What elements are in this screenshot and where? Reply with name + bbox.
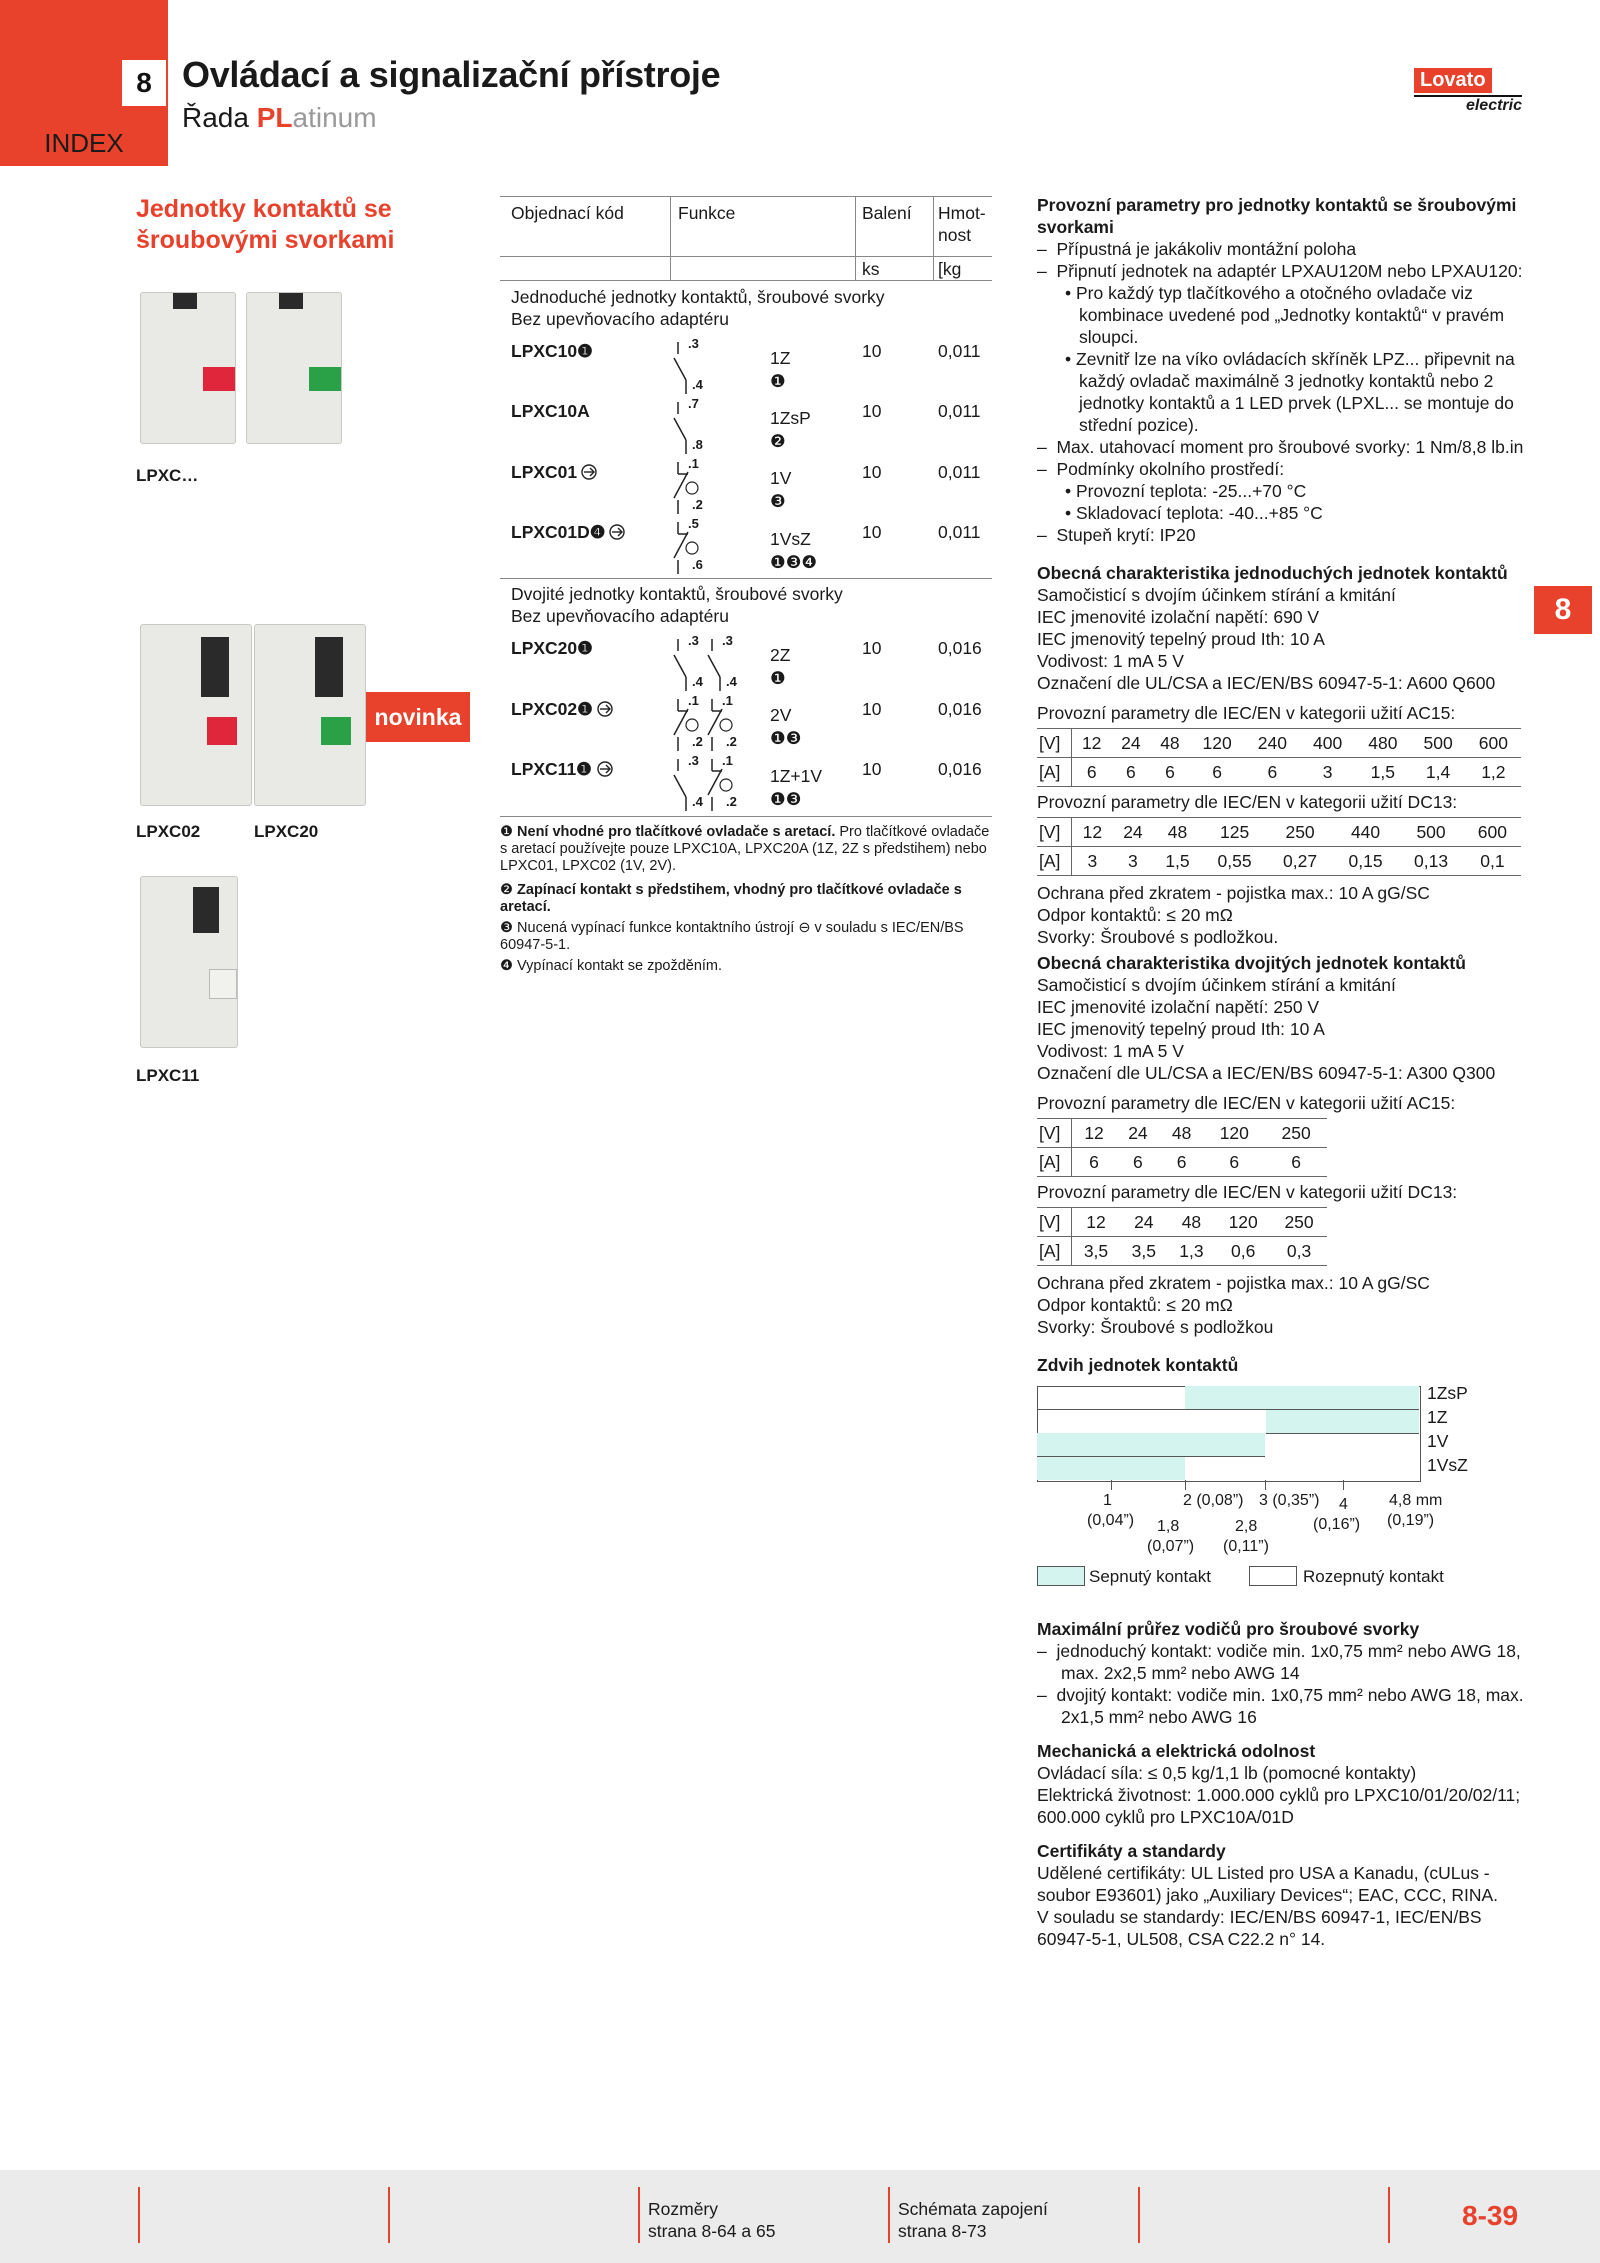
cell: 120 xyxy=(1215,1208,1271,1237)
row-function: 1V xyxy=(770,468,792,488)
stroke-diagram xyxy=(1037,1376,1527,1598)
cell: 6 xyxy=(1203,1148,1265,1177)
row-pack: 10 xyxy=(862,638,882,658)
subtitle-prefix: Řada xyxy=(182,102,257,133)
dc13-title: Provozní parametry dle IEC/EN v kategorii užití DC13: xyxy=(1037,792,1458,812)
cell: 0,55 xyxy=(1202,847,1267,876)
row-function: 1Z+1V xyxy=(770,766,823,786)
table-rule xyxy=(500,280,992,281)
op-param-text: Max. utahovací moment pro šroubové svorky: 1 Nm/8,8 lb.in xyxy=(1056,437,1524,457)
cell: 0,6 xyxy=(1215,1237,1271,1266)
footer-link-page: strana 8-73 xyxy=(898,2221,987,2241)
label-lpxc02: LPXC02 xyxy=(136,822,201,841)
table-row xyxy=(1037,847,1521,876)
table-row xyxy=(1037,1148,1327,1177)
tick xyxy=(1265,1480,1266,1490)
row-function: 2V xyxy=(770,705,792,725)
footnote-bold: Není vhodné pro tlačítkové ovladače s aretací. xyxy=(517,824,836,840)
spec-line: Svorky: Šroubové s podložkou xyxy=(1037,1317,1274,1337)
stroke-row-label: 1VsZ xyxy=(1427,1455,1468,1475)
cell: 500 xyxy=(1398,818,1463,847)
op-param-item: – Připnutí jednotek na adaptér LPXAU120M nebo LPXAU120: xyxy=(1037,261,1523,281)
row-function: 1ZsP xyxy=(770,408,811,428)
cell: 250 xyxy=(1265,1119,1327,1148)
cell: 12 xyxy=(1072,729,1112,758)
terminal-label: .2 xyxy=(726,734,737,749)
table-rule xyxy=(500,256,992,257)
product-photo-lpxc-red xyxy=(140,292,236,444)
stroke-bar-1vsz xyxy=(1037,1457,1185,1480)
unit-pack: ks xyxy=(862,259,880,279)
wire-title: Maximální průřez vodičů pro šroubové svorky xyxy=(1037,1619,1420,1639)
terminal-label: .6 xyxy=(692,557,703,572)
col-header-function: Funkce xyxy=(678,203,736,223)
footer-link-title: Rozměry xyxy=(648,2199,719,2219)
terminal-label: .7 xyxy=(688,396,699,411)
spec-line: IEC jmenovitý tepelný proud Ith: 10 A xyxy=(1037,629,1325,649)
spec-line: Samočisticí s dvojím účinkem stírání a kmitání xyxy=(1037,975,1396,995)
table-rule xyxy=(933,196,934,280)
page-subtitle xyxy=(182,102,377,134)
cell: 12 xyxy=(1072,1119,1117,1148)
op-param-item: – Stupeň krytí: IP20 xyxy=(1037,525,1196,545)
col-header-code: Objednací kód xyxy=(511,203,624,223)
footnote-text: Vypínací kontakt se zpožděním. xyxy=(517,958,723,974)
tick-label: 2 (0,08”) xyxy=(1183,1492,1244,1509)
spec-line: Vodivost: 1 mA 5 V xyxy=(1037,651,1184,671)
footer-divider xyxy=(1138,2187,1140,2243)
wire-item: – jednoduchý kontakt: vodiče min. 1x0,75 mm² nebo AWG 18, max. 2x2,5 mm² nebo AWG 14 xyxy=(1037,1641,1521,1683)
double-title: Obecná charakteristika dvojitých jednotek kontaktů xyxy=(1037,953,1466,973)
row-code: LPXC10❶ xyxy=(511,341,593,361)
positive-opening-icon xyxy=(596,760,614,778)
cell: 600 xyxy=(1466,729,1521,758)
cell: 0,3 xyxy=(1271,1237,1327,1266)
mech-title: Mechanická a elektrická odolnost xyxy=(1037,1741,1316,1761)
spec-line: V souladu se standardy: IEC/EN/BS 60947-1, IEC/EN/BS 60947-5-1, UL508, CSA C22.2 n° 14. xyxy=(1037,1907,1482,1949)
row-weight: 0,011 xyxy=(938,522,981,542)
stroke-bar-1v xyxy=(1037,1433,1265,1457)
tick-label: 3 (0,35”) xyxy=(1259,1492,1320,1509)
footer-link-page: strana 8-64 a 65 xyxy=(648,2221,776,2241)
row-weight: 0,011 xyxy=(938,341,981,361)
spec-line: Ochrana před zkratem - pojistka max.: 10 A gG/SC xyxy=(1037,1273,1430,1293)
ac15-title: Provozní parametry dle IEC/EN v kategorii užití AC15: xyxy=(1037,1093,1456,1113)
op-param-text: Přípustná je jakákoliv montážní poloha xyxy=(1056,239,1357,259)
op-param-text: Zevnitř lze na víko ovládacích skříněk LPZ... připevnit na každý ovladač maximálně 3 jednotky kontaktů nebo 2 jednotky kontaktů a 1 LED prvek (LPXL... se montuje do střední pozice). xyxy=(1076,349,1515,435)
cell: 250 xyxy=(1267,818,1332,847)
cell: 1,5 xyxy=(1153,847,1202,876)
cell: [A] xyxy=(1037,1237,1072,1266)
cell: 1,3 xyxy=(1168,1237,1216,1266)
cell: 125 xyxy=(1202,818,1267,847)
cell: [V] xyxy=(1037,818,1072,847)
row-pack: 10 xyxy=(862,759,882,779)
row-function: 2Z xyxy=(770,645,791,665)
op-param-text: Provozní teplota: -25...+70 °C xyxy=(1076,481,1307,501)
spec-line: Udělené certifikáty: UL Listed pro USA a Kanadu, (cULus - soubor E93601) jako „Auxiliary Devices“; EAC, CCC, RINA. xyxy=(1037,1863,1498,1905)
stroke-row-label: 1V xyxy=(1427,1431,1449,1451)
op-param-text: Podmínky okolního prostředí: xyxy=(1056,459,1285,479)
row-function: 1VsZ xyxy=(770,529,811,549)
legend-open-label: Rozepnutý kontakt xyxy=(1303,1567,1444,1586)
table-row xyxy=(1037,1237,1327,1266)
row-pack: 10 xyxy=(862,341,882,361)
product-photo-lpxc-green xyxy=(246,292,342,444)
row-code: LPXC10A xyxy=(511,401,590,421)
terminal-label: .3 xyxy=(688,336,699,351)
op-param-text: Skladovací teplota: -40...+85 °C xyxy=(1076,503,1323,523)
double-dc13-table xyxy=(1037,1207,1327,1266)
terminal-label: .4 xyxy=(692,674,703,689)
terminal-label: .2 xyxy=(692,734,703,749)
stroke-row-label: 1Z xyxy=(1427,1407,1448,1427)
footer-divider xyxy=(388,2187,390,2243)
dc13-title: Provozní parametry dle IEC/EN v kategorii užití DC13: xyxy=(1037,1182,1458,1202)
row-weight: 0,016 xyxy=(938,638,982,658)
cell: 600 xyxy=(1464,818,1521,847)
subtitle-pl: PL xyxy=(256,102,293,133)
row-notes: ❷ xyxy=(770,431,786,451)
page-footer xyxy=(0,2170,1600,2263)
stroke-row-label: 1ZsP xyxy=(1427,1383,1468,1403)
group-subtitle: Bez upevňovacího adaptéru xyxy=(511,606,729,626)
op-param-item: – Podmínky okolního prostředí: xyxy=(1037,459,1285,479)
cell: 6 xyxy=(1189,758,1244,787)
col-header-weight-1: Hmot- xyxy=(938,203,986,223)
terminal-label: .1 xyxy=(688,693,699,708)
spec-line: Svorky: Šroubové s podložkou. xyxy=(1037,927,1279,947)
positive-opening-icon xyxy=(596,700,614,718)
spec-line: Samočisticí s dvojím účinkem stírání a kmitání xyxy=(1037,585,1396,605)
row-pack: 10 xyxy=(862,401,882,421)
cell: 1,4 xyxy=(1410,758,1465,787)
op-param-item: – Max. utahovací moment pro šroubové svorky: 1 Nm/8,8 lb.in xyxy=(1037,437,1524,457)
cell: [V] xyxy=(1037,729,1072,758)
terminal-label: .3 xyxy=(688,753,699,768)
terminal-label: .4 xyxy=(726,674,737,689)
row-notes: ❶❸❹ xyxy=(770,552,818,572)
spec-column xyxy=(1037,194,1527,1950)
op-param-bullet: • Zevnitř lze na víko ovládacích skříněk LPZ... připevnit na každý ovladač maximálně 3 jednotky kontaktů nebo 2 jednotky kontaktů a 1 LED prvek (LPXL... se montuje do střední pozice). xyxy=(1065,349,1515,435)
double-ac15-table xyxy=(1037,1118,1327,1177)
footer-divider xyxy=(638,2187,640,2243)
lovato-logo xyxy=(1414,68,1522,115)
cell: 24 xyxy=(1116,1119,1160,1148)
terminal-label: .2 xyxy=(726,794,737,809)
cell: 6 xyxy=(1265,1148,1327,1177)
subtitle-atinum: atinum xyxy=(292,102,377,133)
label-lpxc11: LPXC11 xyxy=(136,1066,200,1085)
terminal-label: .5 xyxy=(688,516,699,531)
row-pack: 10 xyxy=(862,462,882,482)
group-subtitle: Bez upevňovacího adaptéru xyxy=(511,309,729,329)
tick-label: 4 xyxy=(1339,1496,1348,1513)
spec-line: Elektrická životnost: 1.000.000 cyklů pro LPXC10/01/20/02/11; 600.000 cyklů pro LPXC10A/01D xyxy=(1037,1785,1521,1827)
footnote-mark: ❶ xyxy=(500,824,513,840)
dimensions-link[interactable] xyxy=(648,2198,775,2242)
single-ac15-table xyxy=(1037,728,1521,787)
single-dc13-table xyxy=(1037,817,1521,876)
row-code: LPXC20❶ xyxy=(511,638,593,658)
cert-title: Certifikáty a standardy xyxy=(1037,1841,1226,1861)
terminal-label: .2 xyxy=(692,497,703,512)
label-lpxc20: LPXC20 xyxy=(254,822,319,841)
terminal-label: .3 xyxy=(722,633,733,648)
cell: 0,27 xyxy=(1267,847,1332,876)
logo-text: Lovato xyxy=(1414,68,1492,93)
page-number: 8-39 xyxy=(1462,2200,1519,2231)
col-header-pack: Balení xyxy=(862,203,912,223)
cell: 0,1 xyxy=(1464,847,1521,876)
spec-line: IEC jmenovité izolační napětí: 250 V xyxy=(1037,997,1320,1017)
group-title: Jednoduché jednotky kontaktů, šroubové svorky xyxy=(511,287,885,307)
terminal-label: .8 xyxy=(692,437,703,452)
spec-line: Odpor kontaktů: ≤ 20 mΩ xyxy=(1037,905,1233,925)
spec-line: Ovládací síla: ≤ 0,5 kg/1,1 lb (pomocné kontakty) xyxy=(1037,1763,1417,1783)
tick-label: (0,19”) xyxy=(1387,1512,1435,1529)
row-code: LPXC01 xyxy=(511,462,578,482)
cell: [A] xyxy=(1037,1148,1072,1177)
row-pack: 10 xyxy=(862,522,882,542)
cell: 3,5 xyxy=(1072,1237,1120,1266)
row-code: LPXC11❶ xyxy=(511,759,592,779)
unit-weight: [kg xyxy=(938,259,962,279)
wire-item: – dvojitý kontakt: vodiče min. 1x0,75 mm² nebo AWG 18, max. 2x1,5 mm² nebo AWG 16 xyxy=(1037,1685,1524,1727)
cell: 24 xyxy=(1120,1208,1168,1237)
spec-line: IEC jmenovité izolační napětí: 690 V xyxy=(1037,607,1320,627)
spec-line: Ochrana před zkratem - pojistka max.: 10 A gG/SC xyxy=(1037,883,1430,903)
op-param-item: – Přípustná je jakákoliv montážní poloha xyxy=(1037,239,1357,259)
footer-divider xyxy=(138,2187,140,2243)
cell: 1,2 xyxy=(1466,758,1521,787)
cell: 6 xyxy=(1150,758,1189,787)
row-notes: ❶ xyxy=(770,668,786,688)
legend-closed-swatch xyxy=(1037,1566,1085,1586)
table-row xyxy=(1037,729,1521,758)
cell: 1,5 xyxy=(1355,758,1410,787)
cell: 6 xyxy=(1245,758,1300,787)
table-row xyxy=(1037,758,1521,787)
stroke-bar-1z xyxy=(1266,1410,1419,1434)
legend-open-swatch xyxy=(1249,1566,1297,1586)
terminal-label: .4 xyxy=(692,377,703,392)
cell: 6 xyxy=(1160,1148,1204,1177)
row-weight: 0,016 xyxy=(938,699,982,719)
cell: 6 xyxy=(1072,758,1112,787)
product-photo-lpxc20 xyxy=(254,624,366,806)
cell: [A] xyxy=(1037,758,1072,787)
footnote xyxy=(500,920,992,954)
row-weight: 0,016 xyxy=(938,759,982,779)
footnote-mark: ❹ xyxy=(500,958,513,974)
cell: 12 xyxy=(1072,1208,1120,1237)
footnote-mark: ❸ xyxy=(500,920,513,936)
section-title: Jednotky kontaktů se šroubovými svorkami xyxy=(136,195,395,254)
op-param-bullet: • Pro každý typ tlačítkového a otočného ovladače viz kombinace uvedené pod „Jednotky kontaktů“ v pravém sloupci. xyxy=(1065,283,1505,347)
cell: 48 xyxy=(1150,729,1189,758)
logo-sub: electric xyxy=(1414,95,1522,115)
tick xyxy=(1185,1480,1186,1490)
cell: 3 xyxy=(1300,758,1355,787)
cell: 500 xyxy=(1410,729,1465,758)
positive-opening-icon xyxy=(580,463,598,481)
footer-divider xyxy=(888,2187,890,2243)
tick xyxy=(1343,1480,1344,1490)
footnote xyxy=(500,958,992,975)
terminal-label: .1 xyxy=(722,693,733,708)
tick-label: 4,8 mm xyxy=(1389,1492,1443,1509)
ac15-title: Provozní parametry dle IEC/EN v kategorii užití AC15: xyxy=(1037,703,1456,723)
index-link[interactable]: INDEX xyxy=(44,128,124,158)
side-chapter-tab: 8 xyxy=(1534,586,1592,634)
table-row xyxy=(1037,1208,1327,1237)
terminal-label: .4 xyxy=(692,794,703,809)
row-code: LPXC02❶ xyxy=(511,699,593,719)
terminal-label: .1 xyxy=(688,456,699,471)
cell: 400 xyxy=(1300,729,1355,758)
cell: 6 xyxy=(1116,1148,1160,1177)
table-rule xyxy=(855,196,856,280)
row-pack: 10 xyxy=(862,699,882,719)
wiring-diagrams-link[interactable] xyxy=(898,2198,1048,2242)
table-rule xyxy=(500,196,992,197)
cell: 0,13 xyxy=(1398,847,1463,876)
op-param-text: Stupeň krytí: IP20 xyxy=(1056,525,1196,545)
cell: 120 xyxy=(1189,729,1244,758)
row-weight: 0,011 xyxy=(938,462,981,482)
stroke-title: Zdvih jednotek kontaktů xyxy=(1037,1355,1239,1375)
spec-line: Odpor kontaktů: ≤ 20 mΩ xyxy=(1037,1295,1233,1315)
row-notes: ❶❸ xyxy=(770,789,802,809)
cell: 3,5 xyxy=(1120,1237,1168,1266)
cell: [V] xyxy=(1037,1208,1072,1237)
cell: 24 xyxy=(1111,729,1150,758)
tick-label: (0,04”) xyxy=(1087,1512,1135,1529)
tick-label: 1,8 xyxy=(1157,1518,1180,1535)
group-title: Dvojité jednotky kontaktů, šroubové svorky xyxy=(511,584,843,604)
legend-closed-label: Sepnutý kontakt xyxy=(1089,1567,1211,1586)
cell: 48 xyxy=(1168,1208,1216,1237)
table-rule xyxy=(500,816,992,817)
table-row xyxy=(1037,1119,1327,1148)
single-title: Obecná charakteristika jednoduchých jednotek kontaktů xyxy=(1037,563,1508,583)
page-title: Ovládací a signalizační přístroje xyxy=(182,54,721,95)
table-row xyxy=(1037,818,1521,847)
col-header-weight-2: nost xyxy=(938,225,972,245)
tick-label: 2,8 xyxy=(1235,1518,1258,1535)
op-params-title: Provozní parametry pro jednotky kontaktů se šroubovými svorkami xyxy=(1037,195,1517,237)
wire-text: dvojitý kontakt: vodiče min. 1x0,75 mm² nebo AWG 18, max. 2x1,5 mm² nebo AWG 16 xyxy=(1056,1685,1524,1727)
cell: 24 xyxy=(1113,818,1153,847)
table-rule xyxy=(670,196,671,280)
chapter-number: 8 xyxy=(122,60,166,106)
op-param-bullet: • Skladovací teplota: -40...+85 °C xyxy=(1065,503,1323,523)
footnote-text: Pro tlačítkové ovladače s aretací používejte pouze LPXC10A, LPXC20A (1Z, 2Z s předstihem) nebo LPXC01, LPXC02 (1V, 2V). xyxy=(500,824,990,874)
cell: 480 xyxy=(1355,729,1410,758)
tick-label: (0,16”) xyxy=(1313,1516,1361,1533)
op-param-text: Pro každý typ tlačítkového a otočného ovladače viz kombinace uvedené pod „Jednotky kontaktů“ v pravém sloupci. xyxy=(1076,283,1505,347)
footnote xyxy=(500,882,992,916)
cell: 6 xyxy=(1111,758,1150,787)
terminal-label: .1 xyxy=(722,753,733,768)
cell: 6 xyxy=(1072,1148,1117,1177)
spec-line: Označení dle UL/CSA a IEC/EN/BS 60947-5-1: A300 Q300 xyxy=(1037,1063,1496,1083)
cell: 48 xyxy=(1153,818,1202,847)
label-lpxc: LPXC… xyxy=(136,466,199,485)
new-badge: novinka xyxy=(366,692,470,742)
row-notes: ❶❸ xyxy=(770,728,802,748)
positive-opening-icon xyxy=(608,523,626,541)
cell: 120 xyxy=(1203,1119,1265,1148)
op-param-bullet: • Provozní teplota: -25...+70 °C xyxy=(1065,481,1307,501)
footnote-text: Nucená vypínací funkce kontaktního ústrojí ⊖ v souladu s IEC/EN/BS 60947-5-1. xyxy=(500,920,964,953)
op-param-text: Připnutí jednotek na adaptér LPXAU120M nebo LPXAU120: xyxy=(1056,261,1523,281)
product-photo-lpxc02 xyxy=(140,624,252,806)
wire-text: jednoduchý kontakt: vodiče min. 1x0,75 mm² nebo AWG 18, max. 2x2,5 mm² nebo AWG 14 xyxy=(1056,1641,1521,1683)
tick xyxy=(1111,1480,1112,1490)
spec-line: Vodivost: 1 mA 5 V xyxy=(1037,1041,1184,1061)
footer-divider xyxy=(1388,2187,1390,2243)
tick-label: (0,11”) xyxy=(1223,1538,1269,1555)
row-function: 1Z xyxy=(770,348,791,368)
row-notes: ❶ xyxy=(770,371,786,391)
cell: [V] xyxy=(1037,1119,1072,1148)
cell: 240 xyxy=(1245,729,1300,758)
terminal-label: .3 xyxy=(688,633,699,648)
footnote-mark: ❷ xyxy=(500,882,513,898)
footer-link-title: Schémata zapojení xyxy=(898,2199,1048,2219)
cell: 12 xyxy=(1072,818,1113,847)
row-notes: ❸ xyxy=(770,491,786,511)
footnote-bold: Zapínací kontakt s předstihem, vhodný pro tlačítkové ovladače s aretací. xyxy=(500,882,962,915)
footnote xyxy=(500,824,992,875)
cell: 250 xyxy=(1271,1208,1327,1237)
product-photo-lpxc11 xyxy=(140,876,238,1048)
cell: 3 xyxy=(1113,847,1153,876)
cell: [A] xyxy=(1037,847,1072,876)
tick-label: (0,07”) xyxy=(1147,1538,1195,1555)
spec-line: IEC jmenovitý tepelný proud Ith: 10 A xyxy=(1037,1019,1325,1039)
cell: 3 xyxy=(1072,847,1113,876)
table-rule xyxy=(500,578,992,579)
stroke-bar-1zsp xyxy=(1185,1386,1419,1410)
tick-label: 1 xyxy=(1103,1492,1112,1509)
row-code: LPXC01D❹ xyxy=(511,522,606,542)
cell: 440 xyxy=(1333,818,1398,847)
row-weight: 0,011 xyxy=(938,401,981,421)
spec-line: Označení dle UL/CSA a IEC/EN/BS 60947-5-1: A600 Q600 xyxy=(1037,673,1496,693)
cell: 48 xyxy=(1160,1119,1204,1148)
cell: 0,15 xyxy=(1333,847,1398,876)
